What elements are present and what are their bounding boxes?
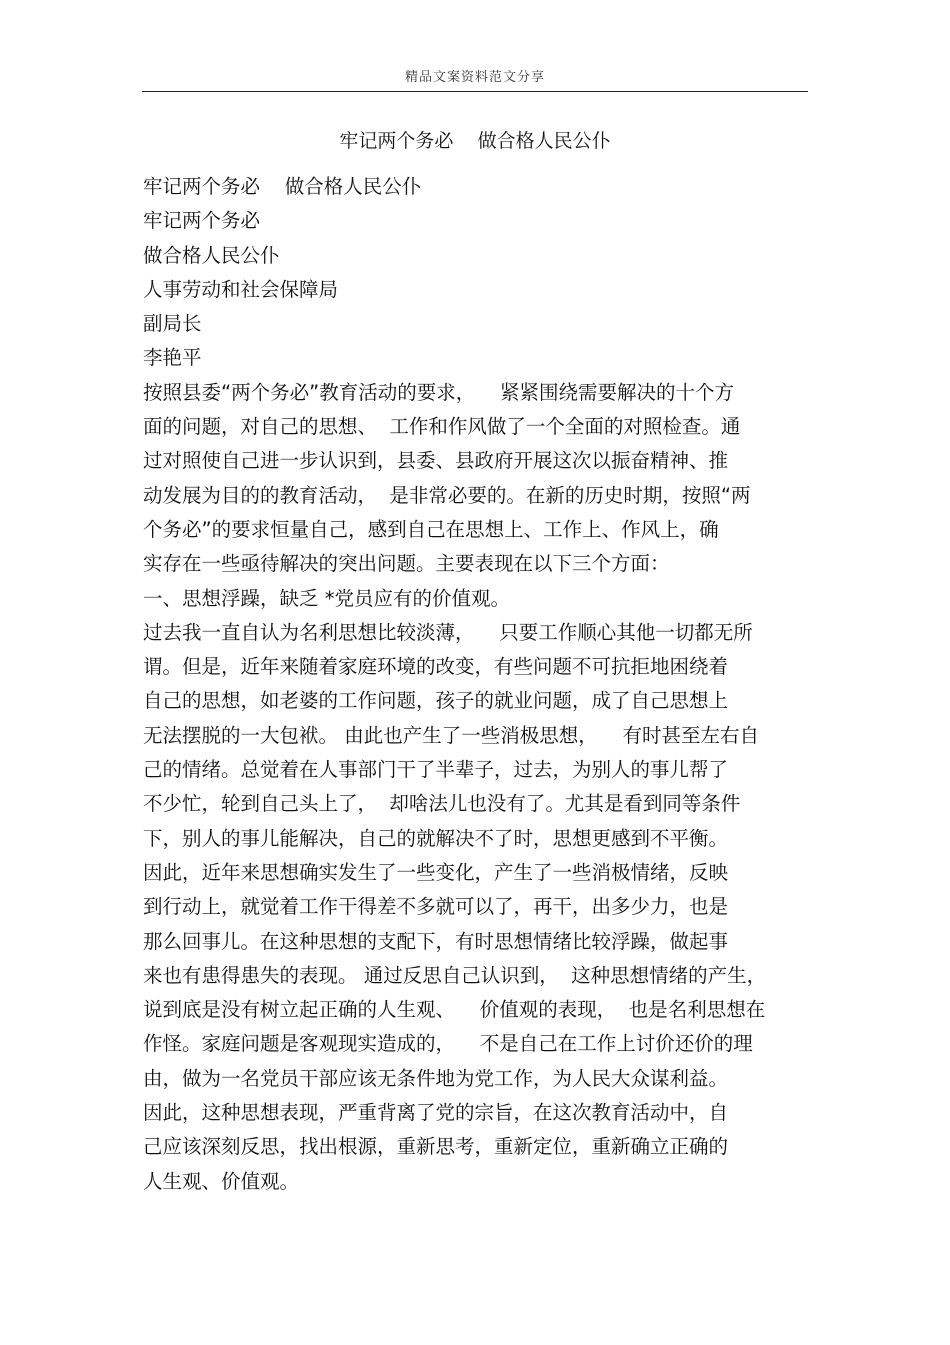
body-line: 动发展为目的的教育活动， 是非常必要的。在新的历史时期，按照“两 [143, 483, 751, 507]
page-header: 精品文案资料范文分享 [404, 70, 545, 85]
body-line: 己应该深刻反思，找出根源，重新思考，重新定位，重新确立正确的 [143, 1135, 729, 1159]
body-line: 人生观、价值观。 [143, 1169, 300, 1193]
body-line: 人事劳动和社会保障局 [143, 277, 339, 301]
body-line: 个务必”的要求恒量自己，感到自己在思想上、工作上、作风上，确 [143, 517, 719, 541]
body-line: 自己的思想，如老婆的工作问题，孩子的就业问题，成了自己思想上 [143, 689, 729, 713]
body-line: 按照县委“两个务必”教育活动的要求， 紧紧围绕需要解决的十个方 [143, 380, 734, 404]
document-title: 牢记两个务必 做合格人民公仆 [339, 130, 611, 152]
body-line: 己的情绪。总觉着在人事部门干了半辈子，过去，为别人的事儿帮了 [143, 758, 729, 782]
body-line: 面的问题，对自己的思想、 工作和作风做了一个全面的对照检查。通 [143, 415, 741, 439]
body-line: 因此，近年来思想确实发生了一些变化，产生了一些消极情绪，反映 [143, 860, 729, 884]
body-line: 过对照使自己进一步认识到，县委、县政府开展这次以振奋精神、推 [143, 449, 729, 473]
body-line: 作怪。家庭问题是客观现实造成的， 不是自己在工作上讨价还价的理 [143, 1032, 753, 1056]
body-line: 那么回事儿。在这种思想的支配下，有时思想情绪比较浮躁，做起事 [143, 929, 729, 953]
body-line: 牢记两个务必 [143, 209, 261, 233]
body-line: 来也有患得患失的表现。 通过反思自己认识到， 这种思想情绪的产生， [143, 963, 767, 987]
body-line: 到行动上，就觉着工作干得差不多就可以了，再干，出多少力，也是 [143, 895, 729, 919]
body-line: 牢记两个务必 做合格人民公仆 [143, 175, 422, 198]
body-line: 不少忙，轮到自己头上了， 却啥法儿也没有了。尤其是看到同等条件 [143, 792, 741, 816]
body-line: 下，别人的事儿能解决，自己的就解决不了时，思想更感到不平衡。 [143, 826, 729, 850]
body-line: 无法摆脱的一大包袱。 由此也产生了一些消极思想， 有时甚至左右自 [143, 723, 759, 747]
body-line: 做合格人民公仆 [143, 243, 280, 267]
body-line: 谓。但是，近年来随着家庭环境的改变，有些问题不可抗拒地困绕着 [143, 655, 729, 679]
body-line: 李艳平 [143, 346, 202, 370]
body-line: 一、思想浮躁，缺乏 *党员应有的价值观。 [143, 586, 510, 610]
body-line: 因此，这种思想表现，严重背离了党的宗旨，在这次教育活动中，自 [143, 1101, 729, 1125]
header-divider [142, 91, 808, 92]
body-line: 由，做为一名党员干部应该无条件地为党工作，为人民大众谋利益。 [143, 1066, 729, 1090]
body-line: 实存在一些亟待解决的突出问题。主要表现在以下三个方面： [143, 552, 670, 576]
document-body [143, 170, 813, 1199]
body-line: 说到底是没有树立起正确的人生观、 价值观的表现， 也是名利思想在 [143, 998, 766, 1022]
body-line: 副局长 [143, 312, 202, 336]
body-line: 过去我一直自认为名利思想比较淡薄， 只要工作顺心其他一切都无所 [143, 620, 753, 644]
